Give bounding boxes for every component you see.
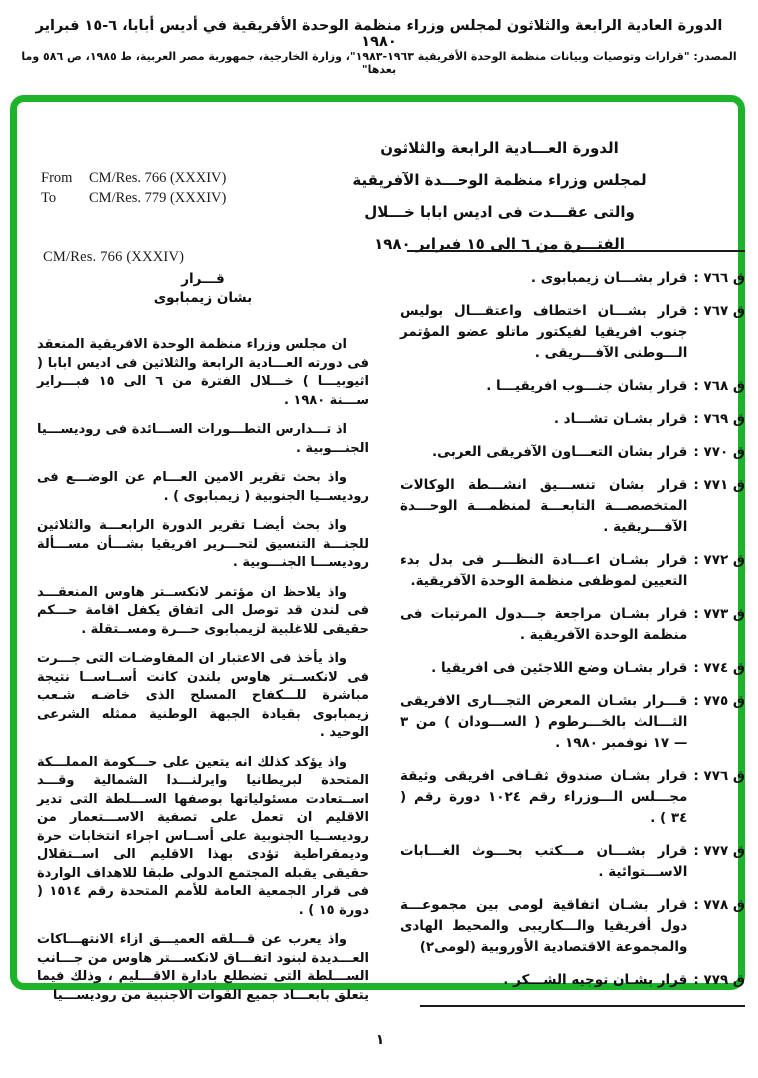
resolution-index-item [400, 442, 745, 463]
resolution-index-item [400, 970, 745, 991]
resolution-number: ق ٧٧٩ : [693, 972, 745, 988]
resolution-body-column [37, 270, 369, 1016]
to-label: To [41, 190, 57, 206]
resolution-index-item [400, 841, 745, 883]
resolution-paragraph: اذ تـــدارس التطـــورات الســـائدة فى روديســـيا الجنـــوبية . [37, 422, 369, 456]
resolution-index-item [400, 658, 745, 679]
resolution-title: قرار بشـان وضع اللاجئين فى افريقيا . [431, 660, 688, 676]
resolution-title: قرار بشـان توجيه الشـــكر . [503, 972, 688, 988]
resolution-number: ق ٧٧٤ : [693, 660, 745, 676]
resolution-index-item [400, 766, 745, 829]
resolution-number: ق ٧٧٠ : [693, 444, 745, 460]
green-highlight-frame [10, 95, 745, 1003]
resolution-number: ق ٧٦٦ : [693, 270, 745, 286]
resolution-title: قرار بشـان تشـــاد . [553, 411, 688, 427]
resolution-paragraph: واذ يعرب عن قـــلقه العميـــق ازاء الانتهـــاكات العـــديدة لبنود اتفـــاق لانكســـتر هاوس من جـــانب الســـلطة التى تضطلع بادارة الاقـــليم ، وذلك فيما يتعلق بابعـــاد جميع القوات الاجنبية من روديســـيا [37, 932, 369, 1003]
resolution-index-item [400, 268, 745, 289]
resolution-heading-line2: بشان زيمبابوى [153, 290, 253, 306]
resolution-number: ق ٧٦٨ : [693, 378, 745, 394]
resolution-title: قرار بشـان اتفاقية لومى بين مجموعـــة دول أفريقيا والـــكاريبى والمحيط الهادى والمجموعة الاقتصادية الأوروبية (لومى٢) [400, 897, 688, 955]
resolution-paragraph: واذ يلاحظ ان مؤتمر لانكســتر هاوس المنعقـــد فى لندن قد توصل الى اتفاق يكفل اقامة حـــكم حقيقى للاغلبية لزيمبابوى حـــرة ومســتقلة . [37, 584, 369, 637]
resolution-heading [37, 270, 369, 308]
resolution-title: قـــرار بشـان المعرض التجـــارى الافريقى الثـــالث بالخـــرطوم ( الســـودان ) من ٣ — ١٧ نوفمبر ١٩٨٠ . [400, 693, 688, 751]
resolution-number: ق ٧٦٩ : [693, 411, 745, 427]
resolution-paragraph: ان مجلس وزراء منظمة الوحدة الافريقية المنعقد فى دورته العـــادية الرابعة والثلاثين فى اديس ابابا ( اثيوبيـــا ) خـــلال الفترة من ٦ الى ١٥ فبـــراير ســـنة ١٩٨٠ . [37, 337, 370, 408]
page-header-source: المصدر: "قرارات وتوصيات وبيانات منظمة الوحدة الأفريقية ١٩٦٣-١٩٨٣"، وزارة الخارجية، جمهورية مصر العربية، ط ١٩٨٥، ص ٥٨٦ وما بعدها" [21, 50, 737, 76]
resolution-number: ق ٧٧٥ : [693, 693, 745, 709]
from-value: CM/Res. 766 (XXXIV) [89, 170, 227, 186]
resolution-index-item [400, 475, 745, 538]
resolution-paragraphs [37, 336, 369, 1005]
resolution-number: ق ٧٧٣ : [693, 606, 745, 622]
range-from-row [41, 170, 301, 187]
range-to-row [41, 190, 301, 207]
from-label: From [41, 170, 73, 186]
resolution-index-item [400, 691, 745, 754]
resolution-index-item [400, 301, 745, 364]
resolution-title: قرار بشـــان زيمبابوى . [530, 270, 688, 286]
resolution-paragraph: واذ بحث أيضـا تقرير الدورة الرابعـــة والثلاثين للجنـــة التنسيق لتحـــرير افريقيا بشـــأن مســـألة روديســـا الجنـــوبية . [37, 518, 369, 570]
resolution-title: قرار بشـان مراجعة جـــدول المرتبات فى منظمة الوحدة الآفريقية . [400, 606, 688, 643]
resolution-index-item [400, 604, 745, 646]
to-value: CM/Res. 779 (XXXIV) [89, 190, 227, 206]
resolution-title: قرار بشـــان اختطاف واعتقـــال بوليس جنوب افريقيا لفيكتور ماتلو عضو المؤتمر الـــوطنى الآفـــريقى . [400, 303, 688, 361]
resolution-range-block [41, 170, 301, 210]
session-title-line: الفتـــرة من ٦ الى ١٥ فبراير ١٩٨٠ [374, 235, 625, 253]
session-title-line: والتى عقـــدت فى اديس ابابا خـــلال [364, 203, 635, 221]
resolution-paragraph: واذ بحث تقرير الامين العـــام عن الوضـــع فى روديســيا الجنوبية ( زيمبابوى ) . [37, 470, 369, 504]
resolution-number: ق ٧٧٧ : [693, 843, 745, 859]
resolution-paragraph: واذ يؤكد كذلك انه يتعين على حـــكومة المملـــكة المتحدة لبريطانيا وايرلنـــدا الشمالية وقـــد اســتعادت مسئولياتها بوصفها الســـلطة التى تدير الاقليم ان تعمل على تصفية الاســـتعمار من روديســيا الجنوبية على أســاس اجراء انتخابات حرة وديمقراطية تؤدى بهذا الاقليم الى اســتقلال حقيقى يقبله المجتمع الدولى طبقا للاهداف الواردة فى قرار الجمعية العامة للأمم المتحدة رقم ١٥١٤ ( دورة ١٥ ) . [37, 754, 370, 918]
session-title-block [272, 132, 727, 260]
resolution-index-item [400, 376, 745, 397]
session-title-line: لمجلس وزراء منظمة الوحـــدة الآفريقية [352, 171, 647, 189]
resolution-title: قرار بشان جنـــوب افريقيـــا . [486, 378, 688, 394]
resolution-title: قرار بشان تنســـيق انشـــطة الوكالات المتخصصـــة التابعـــة لمنظمـــة الوحـــدة الآفـــريقية . [400, 477, 688, 535]
resolution-number: ق ٧٦٧ : [693, 303, 745, 319]
page-number: ١ [375, 1032, 385, 1048]
index-top-rule [407, 250, 745, 252]
session-title-line: الدورة العـــادية الرابعة والثلاثون [380, 139, 619, 157]
resolution-title: قرار بشـان اعـــادة النظـــر فى بدل بدء التعيين لموظفى منظمة الوحدة الآفريقية. [400, 552, 688, 589]
resolution-heading-line1: قـــرار [181, 271, 225, 287]
resolution-number: ق ٧٧١ : [693, 477, 745, 493]
resolution-index-item [400, 409, 745, 430]
resolutions-index-list [400, 268, 745, 991]
page-header-title: الدورة العادية الرابعة والثلاثون لمجلس وزراء منظمة الوحدة الأفريقية في أديس أبابا، ٦-١٥ فبراير ١٩٨٠ [35, 18, 723, 50]
resolution-title: قرار بشـــان مـــكتب بحـــوث الغـــابات الاســـتوائية . [400, 843, 688, 880]
resolution-number: ق ٧٧٢ : [693, 552, 745, 568]
resolution-number: ق ٧٧٨ : [693, 897, 745, 913]
resolution-paragraph: واذ يأخذ فى الاعتبار ان المفاوضـات التى جـــرت فى لانكســتر هاوس بلندن كانت أســاســا نتيجة مباشرة للـــكفاح المسلح الذى خاضـه شـعب زيمبابوى بقيادة الجبهة الوطنية ممثله الشرعى الوحيد . [37, 651, 369, 740]
index-bottom-rule [420, 1005, 745, 1007]
resolution-reference: CM/Res. 766 (XXXIV) [43, 249, 185, 265]
resolution-title: قرار بشـان صندوق ثقـافى افريقى وثيقة مجـــلس الـــوزراء رقم ١٠٢٤ دورة رقم ( ٣٤ ) . [400, 768, 688, 826]
resolution-title: قرار بشان التعـــاون الآفريقى العربى. [431, 444, 688, 460]
resolution-index-item [400, 895, 745, 958]
resolutions-index-column [400, 250, 745, 1007]
resolution-index-item [400, 550, 745, 592]
resolution-number: ق ٧٧٦ : [693, 768, 745, 784]
